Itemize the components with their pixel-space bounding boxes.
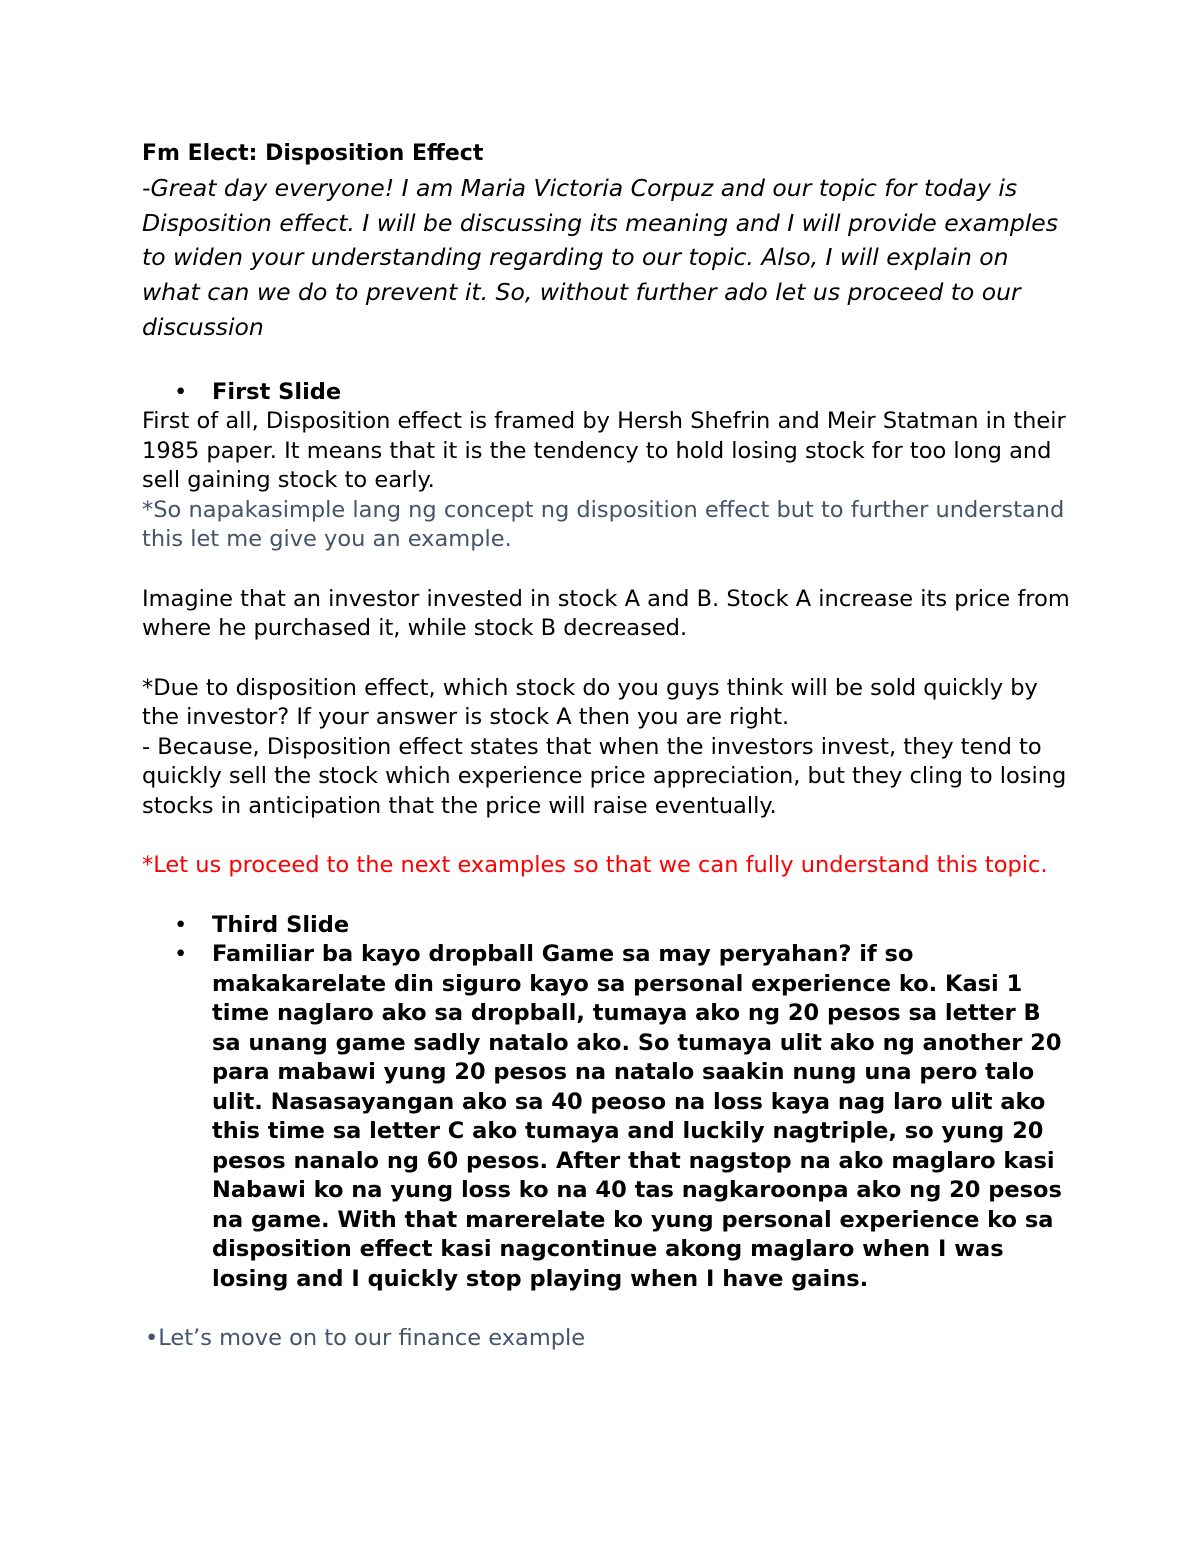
third-slide-heading (142, 911, 1072, 941)
example-paragraph: Imagine that an investor invested in stock A and B. Stock A increase its price from where he purchased it, while stock B decreased. (142, 585, 1070, 642)
third-slide-story-text: Familiar ba kayo dropball Game sa may peryahan? if so makakarelate din siguro kayo sa personal experience ko. Kasi 1 time naglaro ako sa dropball, tumaya ako ng 20 pesos sa letter B sa unang game sadly natalo ako. So tumaya ulit ako ng another 20 para mabawi yung 20 pesos na natalo saakin nung una pero talo ulit. Nasasayangan ako sa 40 peoso na loss kaya nag laro ulit ako this time sa letter C ako tumaya and luckily nagtriple, so yung 20 pesos nanalo ng 60 pesos. After that nagstop na ako maglaro kasi Nabawi ko na yung loss ko na 40 tas nagkaroonpa ako ng 20 pesos na game. With that marerelate ko yung personal experience ko sa disposition effect kasi nagcontinue akong maglaro when I was losing and I quickly stop playing when I have gains. (212, 941, 1062, 1292)
spacer (142, 555, 1072, 585)
first-slide-label: First Slide (212, 378, 342, 405)
bullet-icon: • (174, 911, 188, 938)
spacer (142, 821, 1072, 851)
question-paragraph: *Due to disposition effect, which stock do you guys think will be sold quickly by the investor? If your answer is stock A then you are right. (142, 674, 1038, 731)
spacer (142, 345, 1072, 378)
document-title: Fm Elect: Disposition Effect (142, 141, 484, 166)
first-slide-list (142, 378, 1072, 408)
bullet-icon: • (174, 941, 188, 968)
red-note: *Let us proceed to the next examples so that we can fully understand this topic. (142, 852, 1048, 879)
bullet-icon: • (174, 378, 188, 405)
first-slide-heading (142, 378, 1072, 408)
intro-paragraph: -Great day everyone! I am Maria Victoria Corpuz and our topic for today is Disposition effect. I will be discussing its meaning and I will provide examples to widen your understanding regarding to our topic. Also, I will explain on what can we do to prevent it. So, without further ado let us proceed to our discussion (142, 174, 1059, 341)
document-page (142, 139, 1072, 1354)
third-slide-list (142, 911, 1072, 1295)
because-paragraph: - Because, Disposition effect states that when the investors invest, they tend to quickly sell the stock which experience price appreciation, but they cling to losing stocks in anticipation that the price will raise eventually. (142, 733, 1067, 819)
closing-line: •Let’s move on to our finance example (145, 1325, 586, 1352)
third-slide-label: Third Slide (212, 911, 350, 938)
spacer (142, 881, 1072, 911)
spacer (142, 644, 1072, 674)
first-slide-paragraph: First of all, Disposition effect is framed by Hersh Shefrin and Meir Statman in their 1985 paper. It means that it is the tendency to hold losing stock for too long and sell gaining stock to early. (142, 408, 1066, 494)
first-slide-note: *So napakasimple lang ng concept ng disposition effect but to further understand this let me give you an example. (142, 496, 1065, 553)
spacer (142, 1294, 1072, 1324)
third-slide-story (142, 940, 1072, 1294)
